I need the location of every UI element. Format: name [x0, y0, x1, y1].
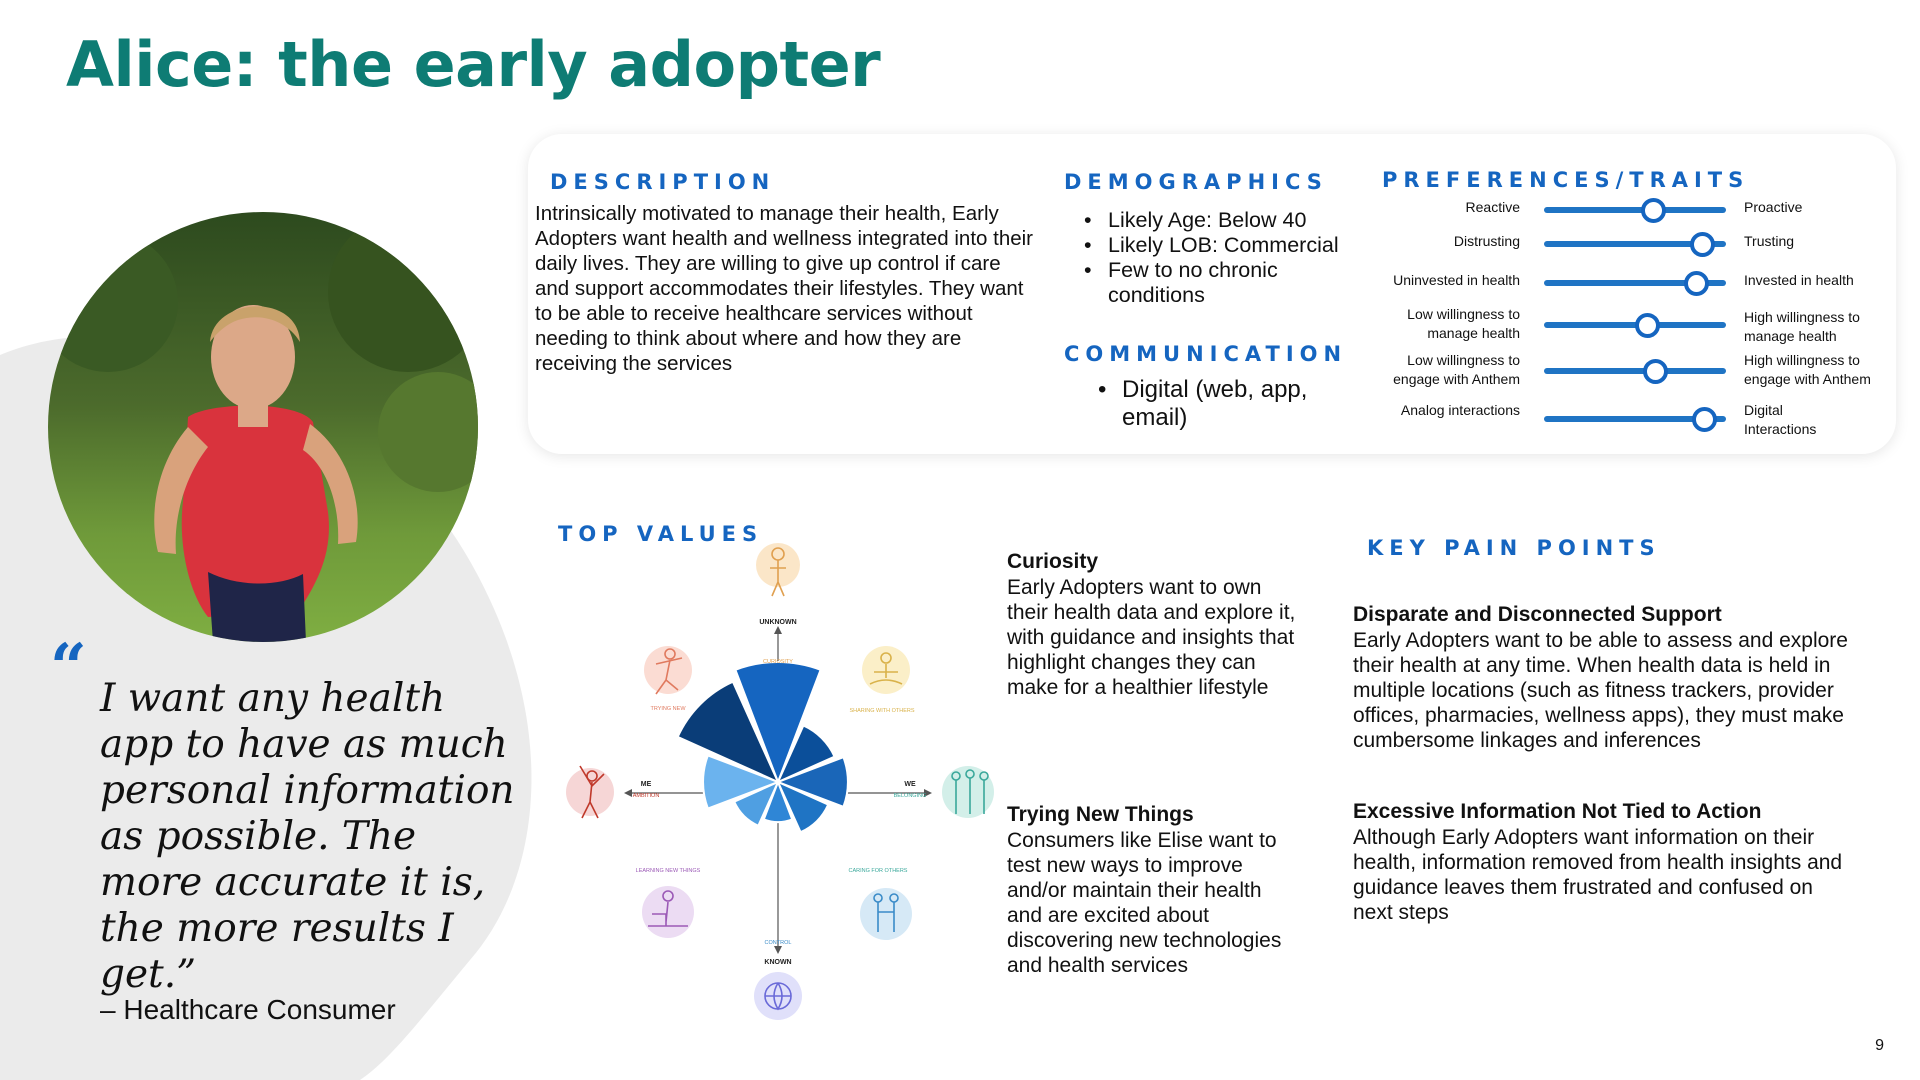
trait-right-label: Trusting	[1744, 233, 1795, 249]
group-people-icon	[942, 766, 994, 818]
person-meditating-icon	[862, 646, 910, 694]
demographics-list	[1078, 208, 1348, 308]
trait-right-label: Digital Interactions	[1744, 402, 1817, 437]
wheel-label-caring: CARING FOR OTHERS	[848, 868, 908, 874]
trait-left-label: Uninvested in health	[1393, 272, 1520, 288]
list-item: • Few to no chronic conditions	[1078, 258, 1348, 308]
person-celebrating-icon	[566, 766, 614, 818]
pain-point-title: Excessive Information Not Tied to Action	[1353, 800, 1762, 823]
communication-heading: COMMUNICATION	[1064, 342, 1348, 366]
trait-slider-knob	[1692, 407, 1717, 432]
description-heading: DESCRIPTION	[550, 170, 776, 194]
arrow-left-icon	[624, 789, 632, 797]
description-text: Intrinsically motivated to manage their health, Early Adopters want health and wellness integrated into their daily lives. They are willing to give up control if care and support accommodates their lifestyles. They want to be able to receive healthcare services without needing to think about where and how they are receiving the services	[535, 202, 1034, 375]
quote-mark-icon: “	[50, 630, 87, 705]
trait-left-label: Analog interactions	[1400, 402, 1520, 418]
value-title-trying-new: Trying New Things	[1007, 803, 1194, 826]
wheel-label-me: ME	[640, 781, 652, 788]
trait-right-label: Proactive	[1744, 199, 1803, 215]
trait-slider-knob	[1684, 271, 1709, 296]
trait-slider-knob	[1643, 359, 1668, 384]
demographics-heading: DEMOGRAPHICS	[1064, 170, 1328, 194]
arrow-up-icon	[774, 626, 782, 634]
trait-slider-engage-anthem	[1372, 351, 1892, 391]
quote-attribution: – Healthcare Consumer	[100, 994, 396, 1025]
trait-right-label: Invested in health	[1744, 272, 1854, 288]
wheel-label-learning: LEARNING NEW THINGS	[635, 868, 701, 874]
wheel-label-sharing: SHARING WITH OTHERS	[849, 708, 915, 714]
top-values-heading: TOP VALUES	[558, 522, 764, 546]
people-caring-icon	[860, 888, 912, 940]
wheel-label-belonging: BELONGING	[893, 793, 927, 799]
wheel-label-trying-new: TRYING NEW	[650, 706, 686, 712]
trait-left-label: Low willingness to manage health	[1407, 306, 1520, 341]
trait-slider-knob	[1635, 313, 1660, 338]
wheel-label-curiosity: CURIOSITY	[763, 659, 793, 665]
preferences-heading: PREFERENCES/TRAITS	[1382, 168, 1750, 192]
trait-slider-analog-digital	[1372, 401, 1892, 441]
trait-right-label: High willingness to manage health	[1744, 309, 1860, 344]
pain-point-text: Early Adopters want to be able to assess and explore their health at any time. When health data is held in multiple locations (such as fitness trackers, provider offices, pharmacies, wellness apps), they must make cumbersome linkages and inferences	[1353, 629, 1848, 752]
pain-points-heading: KEY PAIN POINTS	[1367, 536, 1661, 560]
page-number: 9	[1875, 1037, 1884, 1054]
list-item: • Likely LOB: Commercial	[1078, 233, 1348, 258]
trait-slider-manage-health	[1372, 305, 1892, 345]
trait-right-label: High willingness to engage with Anthem	[1744, 352, 1871, 387]
trait-left-label: Distrusting	[1453, 233, 1520, 249]
values-wheel-diagram	[548, 530, 1008, 1030]
wheel-label-known: KNOWN	[764, 959, 792, 966]
pain-point-text: Although Early Adopters want information on their health, information removed from health insights and guidance leaves them frustrated and confused on next steps	[1353, 826, 1843, 924]
value-text-trying-new: Consumers like Elise want to test new ways to improve and/or maintain their health and are excited about discovering new technologies and health services	[1007, 829, 1282, 977]
pain-point-title: Disparate and Disconnected Support	[1353, 603, 1722, 626]
trait-slider-track	[1544, 368, 1726, 374]
person-jumping-icon	[644, 646, 692, 694]
arrow-down-icon	[774, 946, 782, 954]
trait-slider-track	[1544, 207, 1726, 213]
list-item: • Digital (web, app, email)	[1092, 376, 1322, 432]
person-telescope-icon	[756, 543, 800, 596]
wheel-label-ambition: AMBITION	[632, 793, 660, 799]
persona-photo	[48, 212, 478, 642]
person-laptop-icon	[642, 886, 694, 938]
trait-slider-distrusting-trusting	[1372, 232, 1892, 272]
communication-list	[1092, 376, 1322, 432]
list-item: • Likely Age: Below 40	[1078, 208, 1348, 233]
trait-slider-knob	[1690, 232, 1715, 257]
wheel-label-we: WE	[904, 781, 916, 788]
wheel-label-unknown: UNKNOWN	[759, 619, 797, 626]
persona-quote: I want any health app to have as much personal information as possible. The more accurate it is, the more results I get.”	[100, 676, 515, 997]
wheel-label-control: CONTROL	[764, 940, 792, 946]
trait-left-label: Reactive	[1465, 199, 1520, 215]
trait-slider-knob	[1641, 198, 1666, 223]
value-title-curiosity: Curiosity	[1007, 550, 1099, 573]
trait-left-label: Low willingness to engage with Anthem	[1393, 352, 1520, 387]
page-title: Alice: the early adopter	[66, 28, 881, 101]
value-text-curiosity: Early Adopters want to own their health data and explore it, with guidance and insights that highlight changes they can make for a healthier lifestyle	[1007, 576, 1296, 699]
person-globe-icon	[754, 972, 802, 1020]
